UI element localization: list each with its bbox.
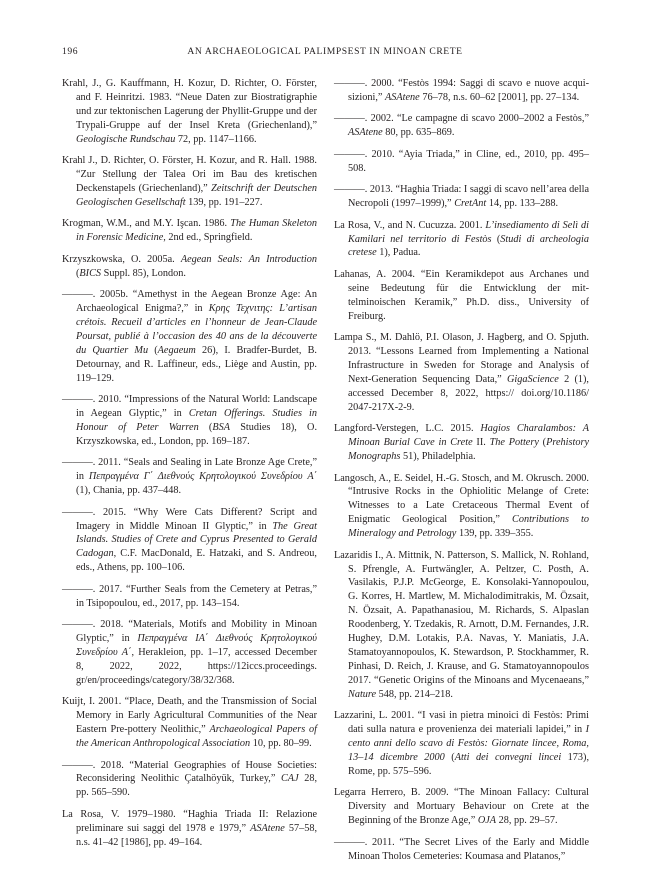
entry-text: 57–58, n.s. 41–42 [1986], pp. 49–164. [76,822,318,848]
entry-text: Legarra Herrero, B. 2009. “The Minoan Fallacy: Cultural Diversity and Mortuary Behaviour on Crete at the Beginning of the Bronze Age,” [334,787,589,827]
entry-text: Krzyszkowska, O. 2005a. [62,253,181,265]
entry-italic-text: ASAtene [348,127,383,139]
bibliography-entry [334,422,589,464]
entry-text: ( [76,267,80,279]
bibliography-entry [334,219,589,261]
entry-text: Studies 18), O. Krzyszkowska, ed., London, pp. 169–187. [76,421,318,447]
entry-text: (1), Chania, pp. 437–448. [76,485,182,497]
entry-text: ———. 2013. “Haghia Triada: I saggi di scavo nell’area della Necropoli (1997–1999),” [334,184,589,210]
bibliography-entry [334,268,589,324]
entry-italic-text: Aegean Seals: An Introduction [180,253,317,265]
bibliography-entry [62,695,317,751]
entry-text: ———. 2015. “Why Were Cats Different? Script and Imagery in Middle Minoan II Glyptic,” in [62,506,317,532]
entry-italic-text: Hagios Charalambos: A Minoan Burial Cave in Crete [348,423,589,449]
entry-text: Krogman, W.M., and M.Y. Işcan. 1986. [62,218,231,230]
entry-text: Langford-Verstegen, L.C. 2015. [334,423,481,435]
entry-italic-text: OJA [477,815,497,827]
entry-italic-text: The Pottery [489,437,539,449]
entry-italic-text: Prehistory Monographs [348,437,590,462]
entry-italic-text: Aegaeum [157,344,196,356]
entry-italic-text: Πεπραγμένα Γ΄ Διεθνούς Κρητολογικού Συνεδρίου Α΄ [88,471,317,483]
bibliography-entry [62,506,317,576]
running-head: AN ARCHAEOLOGICAL PALIMPSEST IN MINOAN CRETE [187,46,463,57]
entry-text: 51), Philadelphia. [400,451,476,462]
bibliography-entry [334,77,589,105]
bibliography-entry [62,77,317,147]
entry-text: ———. 2011. “Seals and Sealing in Late Bronze Age Crete,” in [62,457,317,483]
entry-text: 28, pp. 565–590. [76,773,318,799]
bibliography-entry [62,288,317,385]
entry-italic-text: CretAnt [454,198,487,210]
entry-text: La Rosa, V. 1979–1980. “Haghia Triada II: Relazione preliminare sui saggi del 1978 e 1979,” [62,808,317,834]
bibliography-entry [62,154,317,210]
entry-italic-text: Cretan Offerings. Studies in Honour of Peter Warren [76,408,317,433]
entry-text: Krahl, J., G. Kauffmann, H. Kozur, D. Richter, O. Förster, and F. Heinritzi. 1983. “Neue Daten zur Biostratigraphie und zur tektonischen Lagerung der Phyllit-Gruppe und der Trypali-Gruppe auf der Insel Kreta (Griechenland),” [62,78,317,131]
entry-text: 2 (1), accessed December 8, 2022, https:// doi.org/10.1186/ 2047-217X-2-9. [348,373,589,413]
entry-italic-text: Geologische Rundschau [76,133,176,145]
bibliography-entry [62,456,317,498]
entry-text: ———. 2010. “Ayia Triada,” in Cline, ed., 2010, pp. 495–508. [334,148,589,174]
entry-italic-text: ASAtene [385,91,420,103]
entry-text: ———. 2018. “Material Geographies of House Societies: Reconsidering Neolithic Çatalhöyük, Turkey,” [62,759,317,785]
entry-text: Langosch, A., E. Seidel, H.-G. Stosch, and M. Okrusch. 2000. “Intrusive Rocks in the Ophiolitic Melange of Crete: Witnesses to a Late Cretaceous Thermal Event of Enigmatic Geological Position,” [334,472,589,526]
entry-text: , 2nd ed., Springfield. [163,232,253,244]
entry-italic-text: Studi di archeologia cretese [348,233,589,259]
entry-text: , Herakleion, pp. 1–17, accessed December 8, 2022, 2022, https://12iccs.proceedings. gr/en/proceedings/category/38/32/368. [76,646,317,686]
entry-italic-text: I cento anni dello scavo di Festòs: Giornate lincee, Roma, 13–14 dicembre 2000 [348,724,589,763]
entry-text: ———. 2010. “Impressions of the Natural World: Landscape in Aegean Glyptic,” in [62,394,317,419]
entry-text: 173), Rome, pp. 575–596. [348,751,590,777]
bibliography-entry [62,217,317,245]
entry-text: ( [198,421,213,433]
entry-italic-text: BICS [79,267,102,279]
bibliography-entry [334,112,589,140]
entry-text: Suppl. 85), London. [101,267,186,279]
entry-text: ( [148,344,158,356]
entry-text: 76–78, n.s. 60–62 [2001], pp. 27–134. [419,91,580,103]
entry-text: 80, pp. 635–869. [382,127,455,139]
entry-text: Kuijt, I. 2001. “Place, Death, and the Transmission of Social Memory in Early Agricultural Communities of the Near Eastern Pre-pottery Neolithic,” [62,696,317,736]
entry-italic-text: The Great Islands. Studies of Crete and Cyprus Presented to Gerald Cadogan [76,520,317,560]
bibliography-column-left [62,77,317,857]
entry-text: Lahanas, A. 2004. “Ein Keramikdepot aus Archanes und seine Bedeutung für die Entwicklung der mittelminoischen Keramik,” Ph.D. diss., University of Freiburg. [334,268,589,322]
entry-italic-text: Zeitschrift der Deutschen Geologischen Gesellschaft [76,182,317,208]
entry-text: Krahl J., D. Richter, O. Förster, H. Kozur, and R. Hall. 1988. “Zur Stellung der Talea Ori im Bau des kretischen Deckenstapels (Griechenland),” [62,155,317,194]
entry-text: ( [538,437,547,449]
entry-text: ———. 2018. “Materials, Motifs and Mobility in Minoan Glyptic,” in [62,619,317,645]
page-header [62,46,588,60]
entry-text: 10, pp. 80–99. [250,738,312,749]
entry-text: 139, pp. 339–355. [456,528,534,540]
entry-text: ———. 2002. “Le campagne di scavo 2000–2002 a Festòs,” [334,113,589,125]
bibliography-column-right [334,77,589,871]
bibliography-entry [334,836,589,864]
entry-text: Lazaridis I., A. Mittnik, N. Patterson, S. Mallick, N. Rohland, S. Pfrengle, A. Furtwängler, A. Peltzer, C. Posth, A. Vasilakis, P.J.P. McGeorge, E. Konsolaki-Yannopoulou, G. Korres, H. Martlew, M. Michalodimitrakis, M. Özsait, N. Özsait, A. Papathanasiou, M. Richards, S. Alpaslan Roodenberg, Y. Tzedakis, R. Arnott, D.M. Fernandes, J.R. Hughey, D.M. Lotakis, P.A. Navas, Y. Maniatis, J.A. Stamatoyannopoulos, K. Stewardson, P. Stockhammer, R. Pinhasi, D. Reich, J. Krause, and G. Stamatoyannopoulos 2017. “Genetic Origins of the Minoans and Mycenaeans,” [334,549,589,686]
bibliography-entry [62,618,317,688]
bibliography-entry [62,393,317,449]
entry-text: 72, pp. 1147–1166. [175,133,257,145]
entry-text: Lazzarini, L. 2001. “I vasi in pietra minoici di Festòs: Primi dati sulla natura e provenienza dei materiali lapidei,” in [334,710,589,736]
entry-text: ( [444,751,455,763]
entry-text: II. [472,437,490,449]
bibliography-entry [62,253,317,281]
entry-italic-text: Κρης Τεχνιτης: L’artisan crétois. Recueil d’articles en l’honneur de Jean-Claude Poursat, publié à l’occasion des 40 ans de la découverte du Quartier Mu [76,303,317,356]
entry-text: ———. 2005b. “Amethyst in the Aegean Bronze Age: An Archaeological Enigma?,” in [62,289,317,315]
entry-italic-text: Contributions to Mineralogy and Petrology [348,514,589,540]
entry-text: , C.F. MacDonald, E. Hatzaki, and S. Andreou, eds., Athens, pp. 100–106. [76,548,317,574]
entry-text: 14, pp. 133–288. [486,198,559,210]
entry-italic-text: ASAtene [250,822,285,834]
bibliography-entry [62,808,317,850]
bibliography-entry [62,759,317,801]
entry-italic-text: GigaScience [507,373,559,385]
bibliography-entry [334,331,589,414]
entry-italic-text: L’insediamento di Selì di Kamilari nel territorio di Festòs [348,219,589,245]
entry-italic-text: CAJ [280,773,299,785]
bibliography-entry [334,148,589,176]
bibliography-entry [334,472,589,542]
bibliography-entry [62,583,317,611]
entry-text: 28, pp. 29–57. [496,815,558,827]
entry-text: 26), I. Bradfer-Burdet, B. Detournay, and R. Laffineur, eds., Liège and Austin, pp. 119–129. [76,344,317,384]
entry-italic-text: The Human Skeleton in Forensic Medicine [76,218,317,244]
entry-italic-text: Πεπραγμένα ΙΑ΄ Διεθνούς Κρητολογικού Συνεδρίου Α΄ [76,633,317,658]
entry-text: ———. 2000. “Festòs 1994: Saggi di scavo e nuove acquisizioni,” [334,78,589,103]
bibliography-entry [334,549,589,702]
entry-italic-text: Nature [348,688,377,700]
bibliography-entry [334,183,589,211]
entry-text: La Rosa, V., and N. Cucuzza. 2001. [334,219,486,231]
entry-text: 1), Padua. [376,247,421,259]
page-number: 196 [62,46,79,57]
entry-italic-text: BSA [212,421,230,433]
bibliography-entry [334,709,589,779]
entry-text: 139, pp. 191–227. [185,196,263,208]
entry-text: 548, pp. 214–218. [376,688,453,700]
entry-text: ( [491,233,501,245]
entry-text: ———. 2017. “Further Seals from the Cemetery at Petras,” in Tsipopoulou, ed., 2017, pp. 143–154. [62,583,317,609]
entry-text: Lampa S., M. Dahlö, P.I. Olason, J. Hagberg, and O. Spjuth. 2013. “Lessons Learned from Implementing a National Infrastructure in Sweden for Storage and Analysis of Next-Generation Sequencing Data,” [334,332,589,385]
entry-italic-text: Archaeological Papers of the American Anthropological Association [76,724,317,749]
entry-italic-text: Atti dei convegni lincei [454,751,562,763]
bibliography-entry [334,786,589,828]
entry-text: ———. 2011. “The Secret Lives of the Early and Middle Minoan Tholos Cemeteries: Koumasa and Platanos,” [334,836,589,862]
